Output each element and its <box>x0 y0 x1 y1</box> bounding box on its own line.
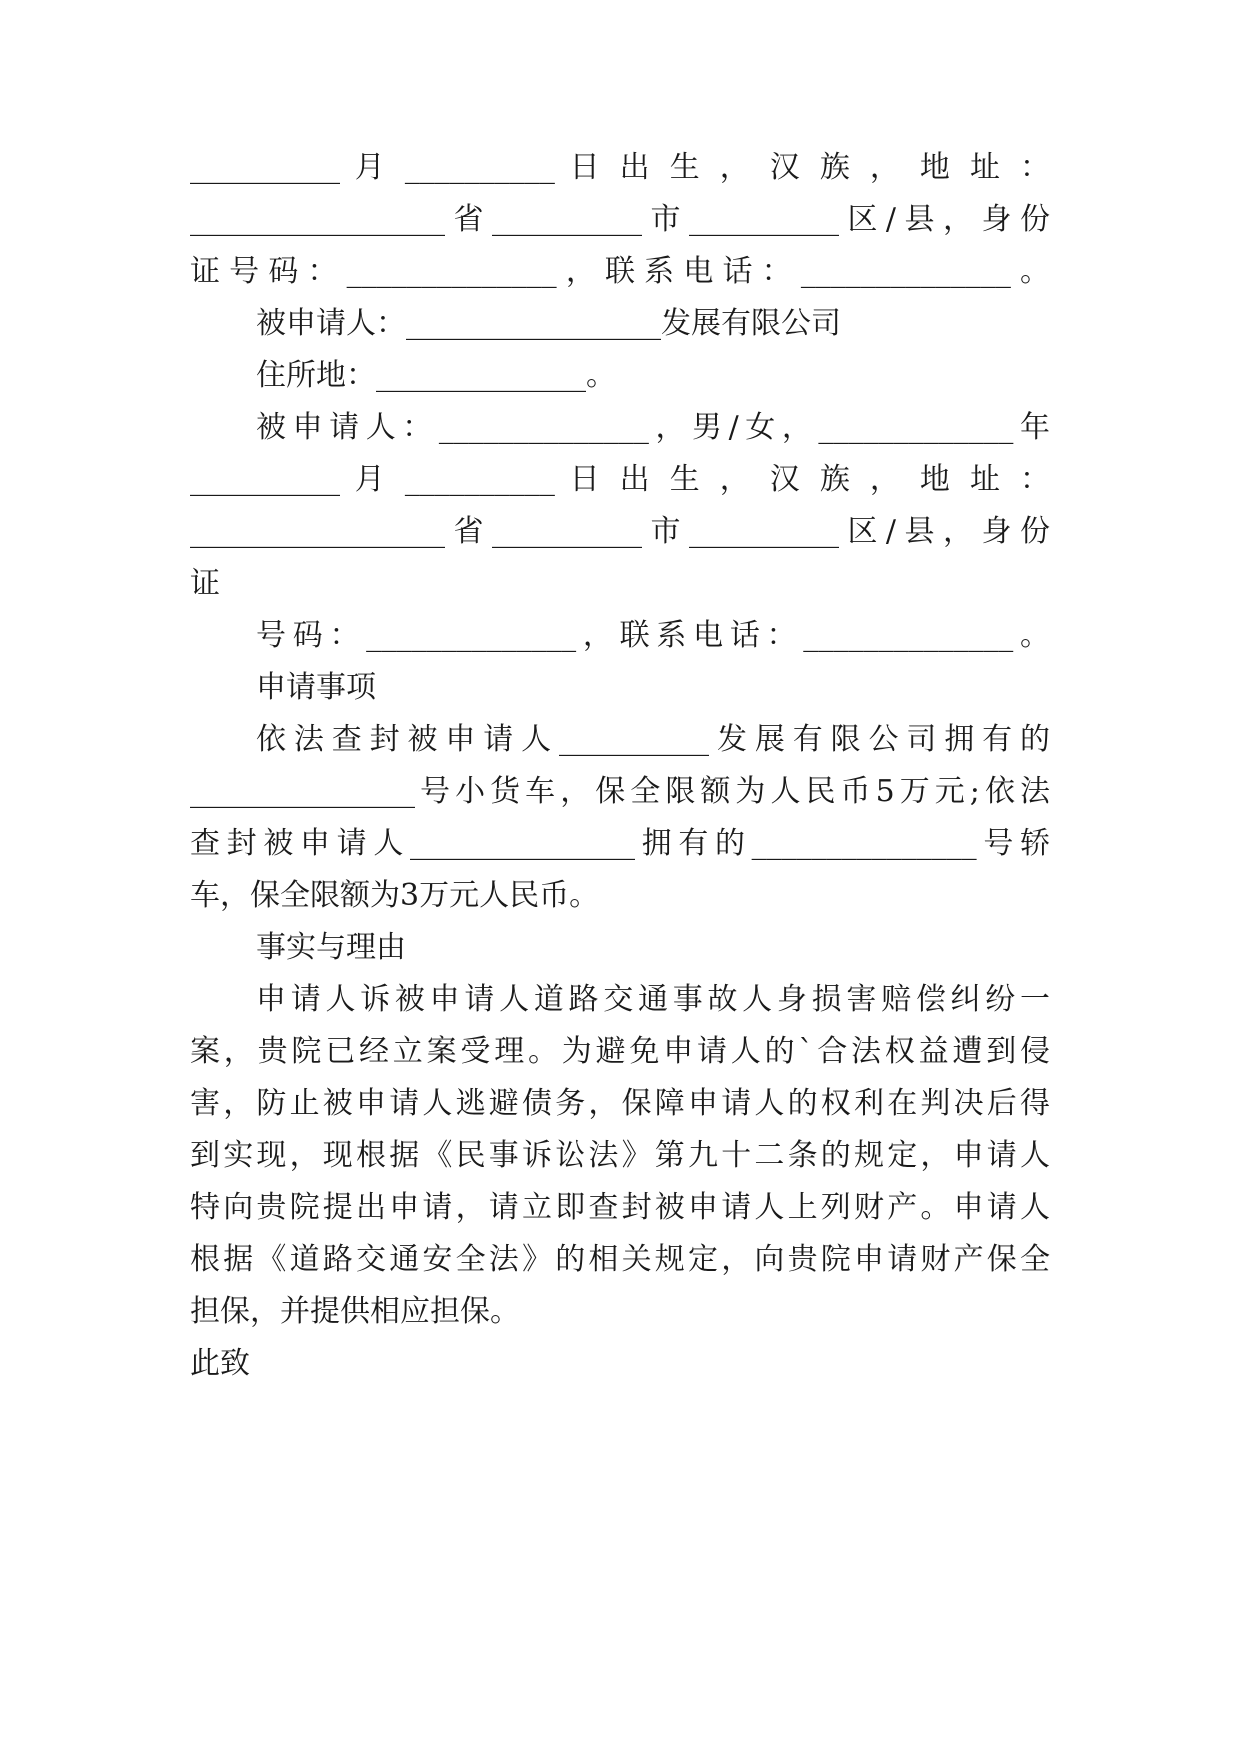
section-heading: 申请事项 <box>256 670 376 705</box>
text-line: __________ 月 __________ 日 出 生 ， 汉 族 ， 地 址 ： <box>190 462 1050 497</box>
closing-line: 此致 <box>190 1346 250 1381</box>
text-line: 车，保全限额为3万元人民币。 <box>190 878 600 913</box>
text-line: _________________省__________市__________区/县，身份 <box>190 514 1050 549</box>
text-line: 到实现，现根据《民事诉讼法》第九十二条的规定，申请人 <box>190 1138 1050 1173</box>
text-line: __________ 月 __________ 日 出 生 ， 汉 族 ， 地 址 ： <box>190 150 1050 185</box>
text-line: 担保，并提供相应担保。 <box>190 1294 520 1329</box>
text-line: 被申请人：_________________发展有限公司 <box>256 306 841 341</box>
text-line: 案，贵院已经立案受理。为避免申请人的`合法权益遭到侵 <box>190 1034 1050 1069</box>
text-line: 查封被申请人_______________拥有的_______________号轿 <box>190 826 1050 861</box>
text-line: 号码：______________，联系电话：______________。 <box>256 618 1050 653</box>
text-line: 害，防止被申请人逃避债务，保障申请人的权利在判决后得 <box>190 1086 1050 1121</box>
text-line: 根据《道路交通安全法》的相关规定，向贵院申请财产保全 <box>190 1242 1050 1277</box>
text-line: _________________省__________市__________区/县，身份 <box>190 202 1050 237</box>
text-line: 被申请人：______________，男/女，_____________年 <box>256 410 1050 445</box>
text-line: 特向贵院提出申请，请立即查封被申请人上列财产。申请人 <box>190 1190 1050 1225</box>
text-line: 申请人诉被申请人道路交通事故人身损害赔偿纠纷一 <box>256 982 1050 1017</box>
text-line: 依法查封被申请人__________发展有限公司拥有的 <box>256 722 1050 757</box>
text-line: 证号码：______________，联系电话：______________。 <box>190 254 1050 289</box>
section-heading: 事实与理由 <box>256 930 406 965</box>
text-line: 证 <box>190 566 220 601</box>
text-line: 住所地：______________。 <box>256 358 616 393</box>
text-line: _______________号小货车，保全限额为人民币5万元;依法 <box>190 774 1050 809</box>
